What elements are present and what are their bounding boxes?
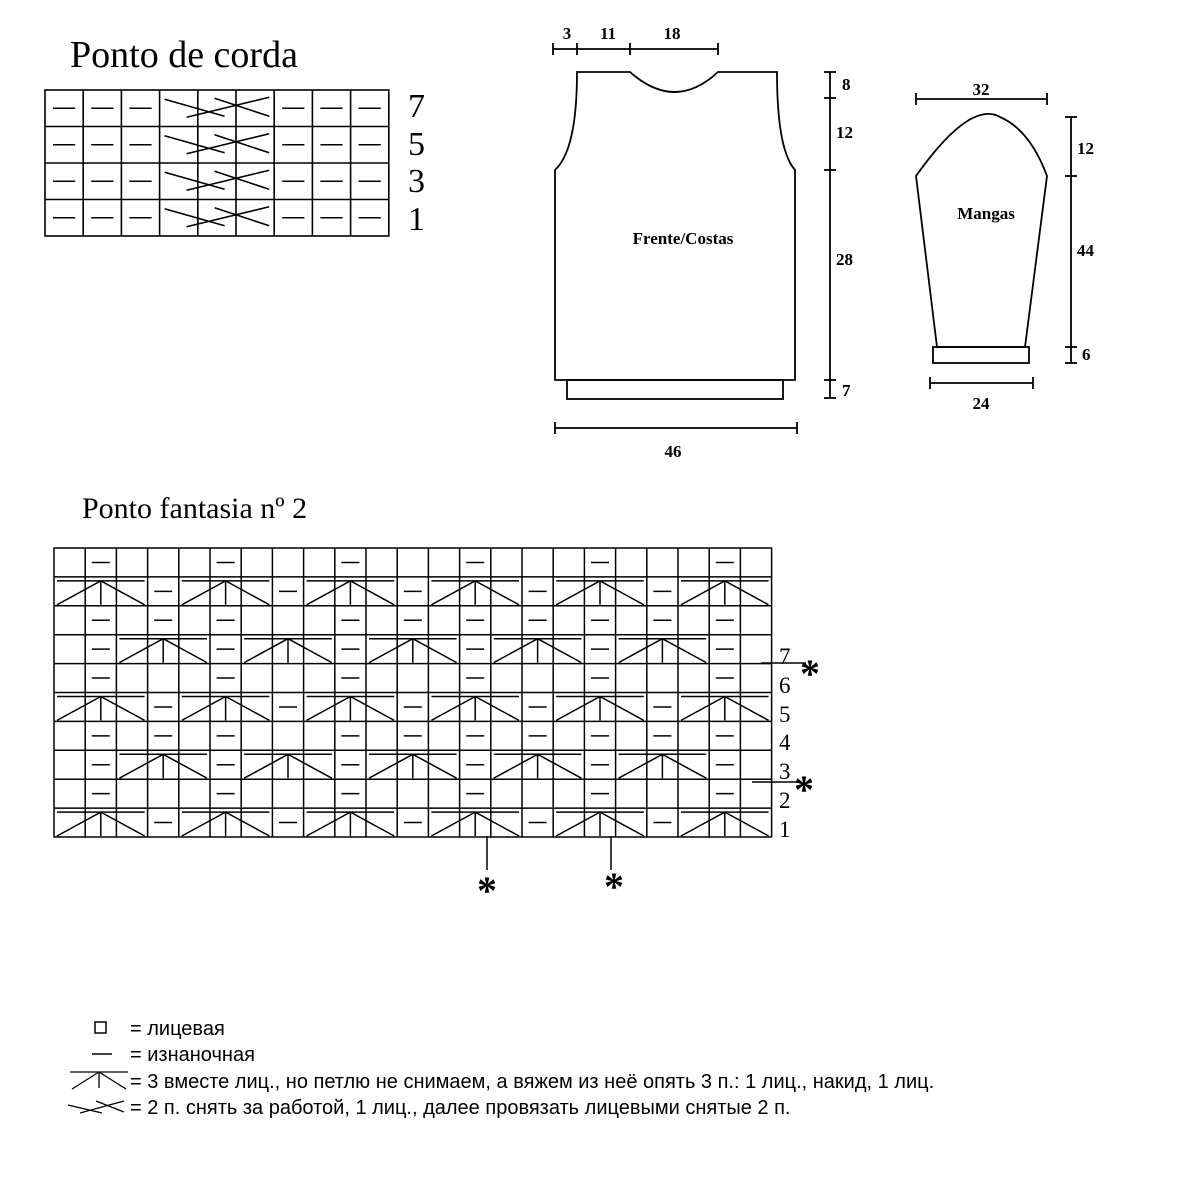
fan-stitch — [163, 754, 207, 778]
fan-stitch — [413, 639, 457, 663]
dim-label: 6 — [1082, 345, 1091, 364]
fan-stitch — [182, 812, 226, 836]
fan-stitch — [244, 639, 288, 663]
fancy-row-label: 4 — [779, 730, 791, 755]
cable-cross-stroke — [165, 209, 225, 226]
body-label: Frente/Costas — [632, 229, 734, 248]
fan-stitch — [119, 639, 163, 663]
dim-label: 28 — [836, 250, 853, 269]
fan-symbol-icon — [70, 1072, 128, 1089]
fan-stitch — [725, 581, 769, 605]
fancy-row-label: 1 — [779, 817, 791, 842]
fan-stitch — [101, 581, 145, 605]
sleeve-cuff — [933, 347, 1029, 363]
dim-label: 18 — [663, 24, 681, 43]
fan-stitch — [57, 581, 101, 605]
legend-cross: = 2 п. снять за работой, 1 лиц., далее провязать лицевыми снятые 2 п. — [130, 1097, 791, 1119]
fan-stitch — [163, 639, 207, 663]
fan-stitch — [475, 581, 519, 605]
sleeve-label: Mangas — [957, 204, 1015, 223]
cable-cross-stroke — [165, 136, 225, 153]
cable-row-label: 3 — [408, 163, 425, 200]
fan-stitch — [101, 812, 145, 836]
dim-label: 7 — [842, 381, 851, 400]
fan-stitch — [556, 812, 600, 836]
knit-symbol-icon — [95, 1022, 106, 1033]
fancy-chart-grid — [54, 548, 772, 837]
dim-label: 24 — [972, 394, 990, 413]
legend — [68, 1018, 934, 1119]
fan-stitch — [600, 812, 644, 836]
fan-stitch — [619, 639, 663, 663]
fan-stitch — [619, 754, 663, 778]
dim-label: 46 — [664, 442, 682, 461]
fan-stitch — [226, 581, 270, 605]
fancy-row-label: 7 — [779, 644, 791, 669]
dim-label: 8 — [842, 75, 851, 94]
fan-stitch — [494, 639, 538, 663]
dim-label: 3 — [562, 24, 572, 43]
fan-stitch — [556, 581, 600, 605]
cable-cross-stroke — [187, 134, 270, 154]
fan-stitch — [538, 639, 582, 663]
fan-stitch — [369, 754, 413, 778]
fan-stitch — [288, 754, 332, 778]
cable-cross-stroke — [215, 135, 270, 153]
fan-stitch — [226, 697, 270, 721]
fan-stitch — [681, 812, 725, 836]
fancy-row-label: 2 — [779, 788, 791, 813]
cable-row-label: 5 — [408, 126, 425, 163]
repeat-asterisk: * — [794, 767, 814, 812]
sleeve-outline — [916, 114, 1047, 347]
repeat-asterisk: * — [604, 864, 624, 909]
fan-stitch — [413, 754, 457, 778]
cable-cross-stroke — [187, 170, 270, 190]
fan-stitch — [725, 812, 769, 836]
fan-stitch — [475, 697, 519, 721]
fan-stitch — [725, 697, 769, 721]
cable-cross-stroke — [215, 208, 270, 226]
cable-cross-stroke — [165, 99, 225, 116]
fan-stitch — [101, 697, 145, 721]
repeat-asterisk: * — [800, 651, 820, 696]
fan-stitch — [244, 754, 288, 778]
fancy-chart-title: Ponto fantasia nº 2 — [82, 492, 308, 525]
cable-cross-stroke — [215, 171, 270, 189]
fan-stitch — [431, 581, 475, 605]
fancy-row-label: 5 — [779, 702, 791, 727]
fan-stitch — [57, 812, 101, 836]
body-ribbing — [567, 380, 783, 399]
fan-stitch — [288, 639, 332, 663]
sleeve-schematic — [916, 93, 1077, 389]
fan-stitch — [431, 697, 475, 721]
cable-row-label: 7 — [408, 88, 425, 125]
fan-stitch — [494, 754, 538, 778]
fancy-row-label: 3 — [779, 759, 791, 784]
legend-knit: = лицевая — [130, 1018, 225, 1040]
fan-stitch — [182, 697, 226, 721]
fan-stitch — [662, 754, 706, 778]
fan-stitch — [307, 581, 351, 605]
cable-stitch-section — [45, 34, 425, 238]
fan-stitch — [431, 812, 475, 836]
fancy-row-labels — [779, 644, 791, 842]
cable-cross-stroke — [215, 98, 270, 116]
legend-texts — [130, 1018, 934, 1119]
cable-cross-stroke — [165, 172, 225, 189]
fan-stitch — [350, 697, 394, 721]
cable-chart-title: Ponto de corda — [70, 34, 298, 76]
fan-stitch — [600, 581, 644, 605]
dim-label: 32 — [972, 80, 990, 99]
fancy-row-label: 6 — [779, 673, 791, 698]
fan-stitch — [475, 812, 519, 836]
fan-stitch — [307, 697, 351, 721]
body-outline — [555, 72, 795, 380]
cable-cross-stroke — [187, 97, 270, 117]
dim-label: 12 — [836, 123, 853, 142]
dim-label: 12 — [1077, 139, 1094, 158]
fan-stitch — [226, 812, 270, 836]
dim-label: 44 — [1077, 241, 1094, 260]
cross-symbol-icon — [68, 1101, 124, 1113]
fan-stitch — [681, 581, 725, 605]
fan-stitch — [538, 754, 582, 778]
legend-fan: = 3 вместе лиц., но петлю не снимаем, а вяжем из неё опять 3 п.: 1 лиц., накид, 1 лиц. — [130, 1071, 935, 1093]
cable-row-label: 1 — [408, 201, 425, 238]
cable-chart-grid — [45, 90, 389, 236]
fan-stitch — [369, 639, 413, 663]
cable-row-labels — [408, 88, 425, 238]
repeat-asterisk: * — [477, 868, 497, 913]
cable-cross-stroke — [187, 207, 270, 227]
fan-stitch — [182, 581, 226, 605]
fancy-stitch-section — [54, 492, 820, 913]
legend-purl: = изнаночная — [130, 1044, 255, 1066]
fan-stitch — [681, 697, 725, 721]
fan-stitch — [600, 697, 644, 721]
dim-label: 11 — [599, 24, 617, 43]
fan-stitch — [350, 581, 394, 605]
fan-stitch — [57, 697, 101, 721]
fan-stitch — [119, 754, 163, 778]
fan-stitch — [662, 639, 706, 663]
fan-stitch — [307, 812, 351, 836]
fan-stitch — [556, 697, 600, 721]
fan-stitch — [350, 812, 394, 836]
body-dimension-labels — [563, 24, 853, 461]
